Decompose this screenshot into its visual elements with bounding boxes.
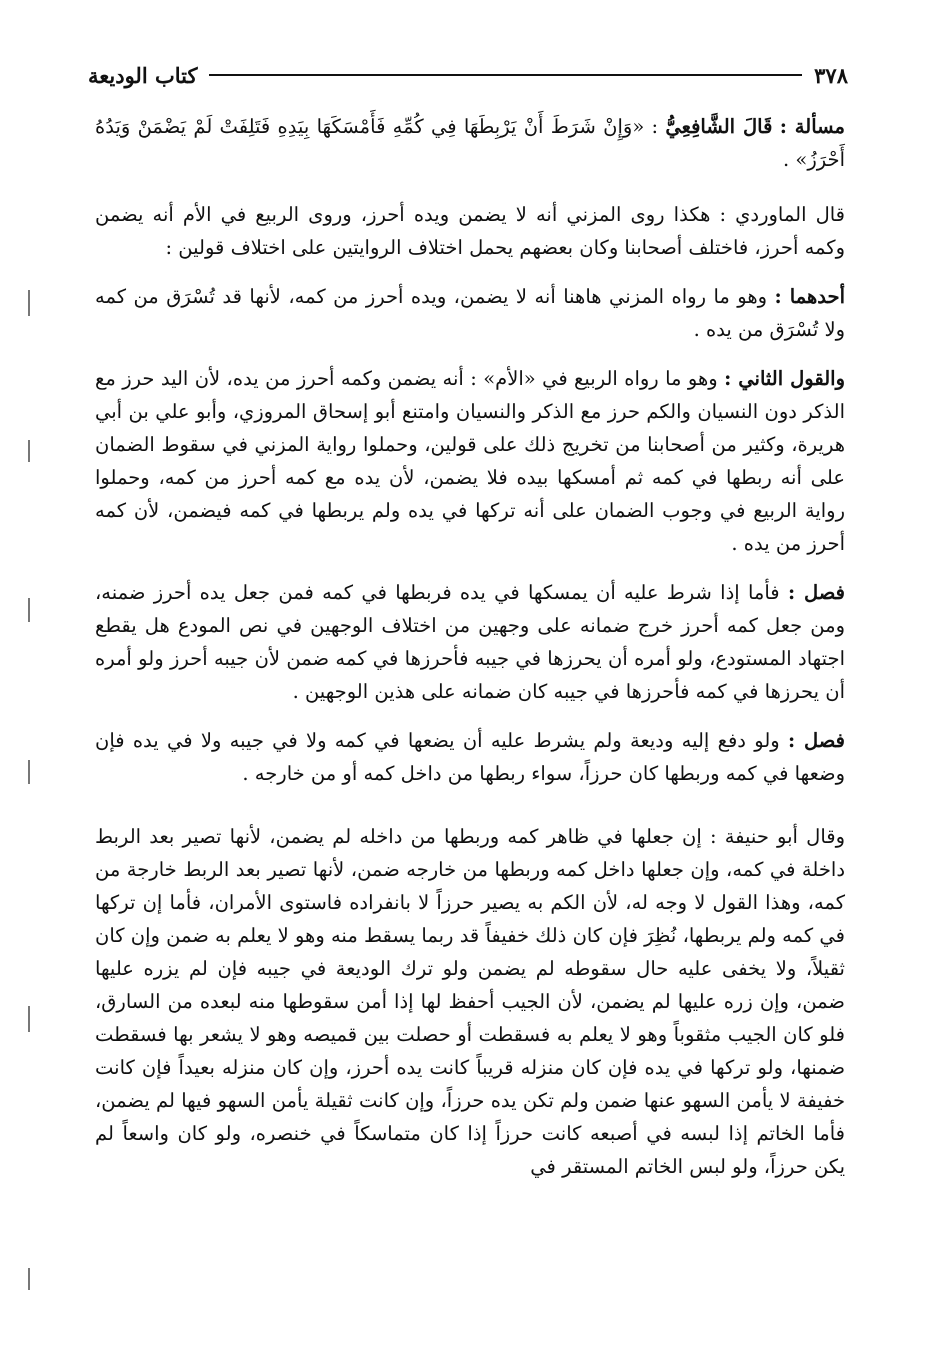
paragraph-text: ولو دفع إليه وديعة ولم يشرط عليه أن يضعها في كمه ولا في جيبه ولا في يده فإن وضعها في كمه وربطها كان حرزاً، سواء ربطها من داخل كمه أو من خارجه . [95, 729, 845, 785]
paragraph-masala [95, 110, 845, 176]
margin-mark [28, 1268, 30, 1290]
paragraph-lead: مسألة : [779, 115, 845, 138]
quoted-author: قَالَ الشَّافِعِيُّ [665, 115, 773, 138]
paragraph-text: وقال أبو حنيفة : إن جعلها في ظاهر كمه وربطها من داخله لم يضمن، لأنها تصير بعد الربط داخلة في كمه، وإن جعلها داخل كمه وربطها من خارجه ضمن، لأنها تصير بعد الربط خارجة من كمه، وهذا القول لا وجه له، لأن الكم به يصير حرزاً لا بانفراده فاستوى الأمران، فأما إن تركها في كمه ولم يربطها، نُظِرَ فإن كان ذلك خفيفاً قد ربما يسقط منه وهو لا يعلم به ضمن وإن كان ثقيلاً، ولا يخفى عليه حال سقوطه لم يضمن ولو ترك الوديعة في جيبه فإن لم يزره عليها ضمن، وإن زره عليها لم يضمن، لأن الجيب أحفظ لها إذا أمن سقوطها منه لبعده من السارق، فلو كان الجيب مثقوباً وهو لا يعلم به فسقطت أو حصلت بين قميصه وهو لا يشعر بها فسقطت ضمنها، ولو تركها في يده فإن كان منزله قريباً كانت يده أحرز، وإن كان منزله بعيداً فإن كانت خفيفة لا يأمن السهو عنها ضمن ولم تكن يده حرزاً، وإن كانت ثقيلة يأمن السهو فيها لم يضمن، فأما الخاتم إذا لبسه في أصبعه كانت حرزاً إذا كان متماسكاً في خنصره، ولو كان واسعاً لم يكن حرزاً، ولو لبس الخاتم المستقر في [95, 825, 845, 1178]
book-title: كتاب الوديعة [88, 62, 198, 88]
paragraph-fasl-2 [95, 724, 845, 790]
header-rule [209, 74, 802, 76]
paragraph-lead: فصل : [787, 729, 845, 752]
margin-mark [28, 1006, 30, 1032]
paragraph-text: : «وَإِنْ شَرَطَ أَنْ يَرْبِطَهَا فِي كُمِّهِ فَأَمْسَكَهَا بِيَدِهِ فَتَلِفَتْ لَمْ يَضْمَنْ وَيَدُهُ أَحْرَزُ» . [95, 115, 845, 171]
paragraph-mawardi [95, 198, 845, 264]
page-header [88, 58, 848, 92]
page-body [95, 110, 845, 1199]
paragraph-fasl-1 [95, 576, 845, 708]
paragraph-text: وهو ما رواه الربيع في «الأم» : أنه يضمن وكمه أحرز من يده، لأن اليد حرز مع الذكر دون النسيان والكم حرز مع الذكر والنسيان وامتنع أبو إسحاق المروزي، وأبو علي بن أبي هريرة، وكثير من أصحابنا من تخريج ذلك على قولين، وحملوا رواية المزني في سقوط الضمان على أنه ربطها في كمه ثم أمسكها بيده فلا يضمن، لأن يده مع كمه أحرز من كمه، وحملوا رواية الربيع في وجوب الضمان على أنه تركها في يده ولم يربطها في كمه فيضمن، لأن كمه أحرز من يده . [95, 367, 845, 555]
page-number: ٣٧٨ [814, 62, 848, 88]
margin-mark [28, 290, 30, 316]
margin-mark [28, 440, 30, 462]
paragraph-second-opinion [95, 362, 845, 560]
margin-mark [28, 760, 30, 784]
paragraph-lead: فصل : [787, 581, 846, 604]
paragraph-lead: أحدهما : [774, 285, 845, 308]
paragraph-lead: والقول الثاني : [724, 367, 845, 390]
paragraph-text: قال الماوردي : هكذا روى المزني أنه لا يضمن ويده أحرز، وروى الربيع في الأم أنه يضمن وكمه أحرز، فاختلف أصحابنا وكان بعضهم يحمل اختلاف الروايتين على اختلاف قولين : [95, 203, 845, 259]
margin-mark [28, 598, 30, 622]
paragraph-abu-hanifa [95, 820, 845, 1183]
paragraph-first-opinion [95, 280, 845, 346]
paragraph-text: وهو ما رواه المزني هاهنا أنه لا يضمن، ويده أحرز من كمه، لأنها قد تُسْرَق من كمه ولا تُسْرَق من يده . [95, 285, 845, 341]
paragraph-text: فأما إذا شرط عليه أن يمسكها في يده فربطها في كمه فمن جعل يده أحرز ضمنه، ومن جعل كمه أحرز خرج ضمانه على وجهين من اختلاف الوجهين في نص المودع هل يقطع اجتهاد المستودع، ولو أمره أن يحرزها في جيبه فأحرزها في كمه ضمن لأن جيبه أحرز ولو أمره أن يحرزها في كمه فأحرزها في جيبه كان ضمانه على هذين الوجهين . [95, 581, 845, 703]
